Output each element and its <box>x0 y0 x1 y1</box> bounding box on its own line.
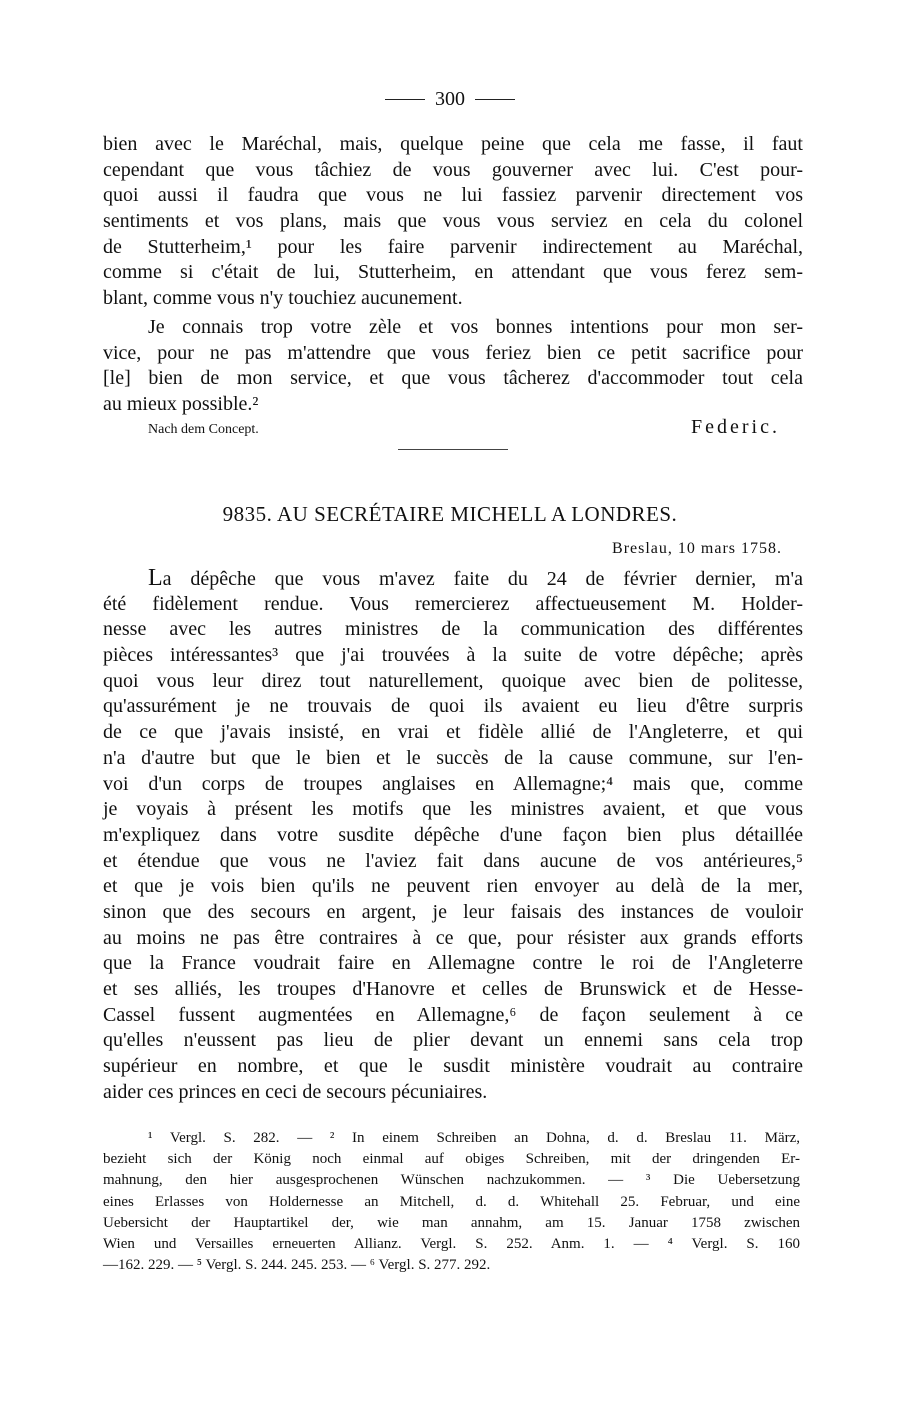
text-line: aider ces princes en ceci de secours pécuniaires. <box>103 1080 488 1103</box>
signature: Federic. <box>691 416 780 438</box>
text-line: je voyais à présent les motifs que les ministres avaient, et que vous <box>103 798 803 821</box>
previous-letter-paragraph-1 <box>103 132 803 312</box>
text-line: que la France voudrait faire en Allemagne contre le roi de l'Angleterre <box>103 952 803 975</box>
footnote-line: mahnung, den hier ausgesprochenen Wünschen nachzukommen. — ³ Die Uebersetzung <box>103 1172 800 1189</box>
initial-letter: L <box>148 565 163 591</box>
text-line: et que je vois bien qu'ils ne peuvent rien envoyer au delà de la mer, <box>103 875 803 898</box>
letter-separator <box>398 449 508 450</box>
text-line: comme si c'était de lui, Stutterheim, en attendant que vous ferez sem- <box>103 261 803 284</box>
source-note: Nach dem Concept. <box>148 422 259 437</box>
text-line: blant, comme vous n'y touchiez aucunement. <box>103 287 463 310</box>
text-line: Cassel fussent augmentées en Allemagne,⁶ de façon seulement à ce <box>103 1003 803 1026</box>
footnote-line: eines Erlasses von Holdernesse an Mitchell, d. d. Whitehall 25. Februar, und eine <box>103 1193 800 1210</box>
text-line: nesse avec les autres ministres de la communication des différentes <box>103 618 803 641</box>
text-line: [le] bien de mon service, et que vous tâcherez d'accommoder tout cela <box>103 367 803 390</box>
text-line: supérieur en nombre, et que le susdit ministère voudrait au contraire <box>103 1055 803 1078</box>
text-line: et ses alliés, les troupes d'Hanovre et celles de Brunswick et de Hesse- <box>103 978 803 1000</box>
text-line: vice, pour ne pas m'attendre que vous feriez bien ce petit sacrifice pour <box>103 341 803 364</box>
first-line-text: a dépêche que vous m'avez faite du 24 de février dernier, m'a <box>162 568 803 590</box>
header-rule-right <box>475 99 515 100</box>
text-line: n'a d'autre but que le bien et le succès de la cause commune, sur l'en- <box>103 746 803 769</box>
text-line: quoi aussi il faudra que vous ne lui fassiez parvenir directement vos <box>103 184 803 207</box>
text-line: qu'elles n'eussent pas lieu de plier devant un ennemi sans cela trop <box>103 1029 803 1052</box>
text-line-first <box>103 566 803 592</box>
text-line: voi d'un corps de troupes anglaises en Allemagne;⁴ mais que, comme <box>103 772 803 795</box>
previous-letter-paragraph-2 <box>103 315 803 418</box>
closing-row <box>148 416 780 439</box>
text-line: cependant que vous tâchiez de vous gouverner avec lui. C'est pour- <box>103 158 803 181</box>
dateline: Breslau, 10 mars 1758. <box>612 540 782 557</box>
text-line: de ce que j'avais insisté, en vrai et fidèle allié de l'Angleterre, et qui <box>103 721 803 744</box>
footnote-line: bezieht sich der König noch einmal auf obiges Schreiben, mit der dringenden Er- <box>103 1151 800 1168</box>
footnote-line: ¹ Vergl. S. 282. — ² In einem Schreiben an Dohna, d. d. Breslau 11. März, <box>148 1130 800 1146</box>
text-line: au moins ne pas être contraires à ce que, pour résister aux grands efforts <box>103 926 803 949</box>
text-line: m'expliquez dans votre susdite dépêche d'une façon bien plus détaillée <box>103 823 803 846</box>
header-rule-left <box>385 99 425 100</box>
text-line: été fidèlement rendue. Vous remercierez affectueusement M. Holder- <box>103 592 803 615</box>
text-line: et étendue que vous ne l'aviez fait dans aucune de vos antérieures,⁵ <box>103 849 803 872</box>
text-line: bien avec le Maréchal, mais, quelque peine que cela me fasse, il faut <box>103 133 803 155</box>
text-line: pièces intéressantes³ que j'ai trouvées à la suite de votre dépêche; après <box>103 644 803 667</box>
page-number: 300 <box>435 88 465 110</box>
letter-heading: 9835. AU SECRÉTAIRE MICHELL A LONDRES. <box>222 502 678 526</box>
text-line: de Stutterheim,¹ pour les faire parvenir indirectement au Maréchal, <box>103 235 803 258</box>
page-header <box>0 88 900 111</box>
text-line: Je connais trop votre zèle et vos bonnes intentions pour mon ser- <box>148 316 803 338</box>
letter-body <box>103 566 803 1105</box>
footnote-line: —162. 229. — ⁵ Vergl. S. 244. 245. 253. — ⁶ Vergl. S. 277. 292. <box>103 1257 491 1274</box>
footnotes <box>103 1128 800 1276</box>
text-line: quoi vous leur direz tout naturellement, quoique avec bien de politesse, <box>103 669 803 692</box>
text-line: sinon que des secours en argent, je leur faisais des instances de vouloir <box>103 900 803 923</box>
footnote-line: Wien und Versailles erneuerten Allianz. Vergl. S. 252. Anm. 1. — ⁴ Vergl. S. 160 <box>103 1235 800 1252</box>
footnote-line: Uebersicht der Hauptartikel der, wie man annahm, am 15. Januar 1758 zwischen <box>103 1214 800 1231</box>
text-line: au mieux possible.² <box>103 393 259 416</box>
text-line: qu'assurément je ne trouvais de quoi ils avaient eu lieu d'être surpris <box>103 695 803 718</box>
text-line: sentiments et vos plans, mais que vous vous serviez en cela du colonel <box>103 210 803 233</box>
